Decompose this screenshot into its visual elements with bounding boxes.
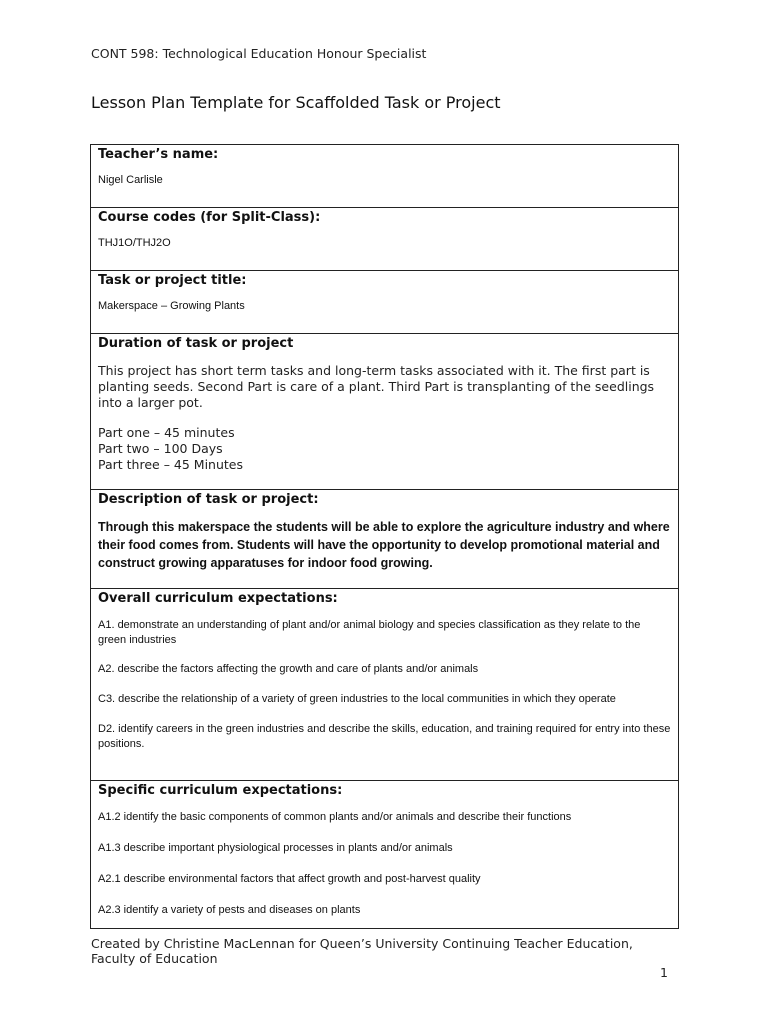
overall-expectations-label: Overall curriculum expectations:	[98, 591, 338, 606]
lesson-plan-table	[90, 144, 679, 929]
teacher-cell	[91, 145, 679, 208]
overall-expectation-item: D2. identify careers in the green industries and describe the skills, education, and training required for entry into these positions.	[98, 723, 671, 750]
footer-credit: Created by Christine MacLennan for Queen’s University Continuing Teacher Education, Faculty of Education	[91, 936, 633, 966]
specific-expectation-item: A2.3 identify a variety of pests and diseases on plants	[98, 904, 361, 916]
overall-expectations-cell	[91, 589, 679, 781]
description-cell	[91, 490, 679, 589]
description-text: Through this makerspace the students will be able to explore the agriculture industry and where their food comes from. Students will have the opportunity to develop promotional material and construct growing apparatuses for indoor food growing.	[98, 520, 670, 570]
specific-expectations-row	[91, 781, 679, 929]
course-header: CONT 598: Technological Education Honour Specialist	[91, 46, 427, 61]
course-codes-cell	[91, 208, 679, 271]
specific-expectation-item: A1.3 describe important physiological processes in plants and/or animals	[98, 842, 453, 854]
specific-expectation-item: A2.1 describe environmental factors that affect growth and post-harvest quality	[98, 873, 481, 885]
duration-part: Part two – 100 Days	[98, 441, 223, 456]
overall-expectation-item: C3. describe the relationship of a variety of green industries to the local communities in which they operate	[98, 693, 616, 705]
course-codes-label: Course codes (for Split-Class):	[98, 210, 321, 225]
duration-part: Part three – 45 Minutes	[98, 457, 244, 472]
task-title-row	[91, 271, 679, 334]
teacher-value: Nigel Carlisle	[98, 174, 163, 186]
description-row	[91, 490, 679, 589]
overall-expectation-item: A1. demonstrate an understanding of plant and/or animal biology and species classification as they relate to the green industries	[98, 619, 641, 646]
document-title: Lesson Plan Template for Scaffolded Task or Project	[91, 93, 501, 112]
specific-expectation-item: A1.2 identify the basic components of common plants and/or animals and describe their functions	[98, 811, 572, 823]
description-label: Description of task or project:	[98, 492, 319, 507]
duration-label: Duration of task or project	[98, 336, 294, 351]
overall-expectations-row	[91, 589, 679, 781]
duration-part: Part one – 45 minutes	[98, 425, 235, 440]
teacher-row	[91, 145, 679, 208]
specific-expectations-label: Specific curriculum expectations:	[98, 783, 343, 798]
task-title-label: Task or project title:	[98, 273, 247, 288]
overall-expectation-item: A2. describe the factors affecting the growth and care of plants and/or animals	[98, 663, 479, 675]
specific-expectations-cell	[91, 781, 679, 929]
course-codes-value: THJ1O/THJ2O	[98, 237, 171, 249]
task-title-value: Makerspace – Growing Plants	[98, 300, 245, 312]
page-number: 1	[660, 965, 668, 980]
duration-text: This project has short term tasks and long-term tasks associated with it. The first part is planting seeds. Second Part is care of a plant. Third Part is transplanting of the seedlings into a larger pot.	[98, 363, 655, 410]
task-title-cell	[91, 271, 679, 334]
teacher-label: Teacher’s name:	[98, 147, 219, 162]
duration-row	[91, 334, 679, 490]
duration-cell	[91, 334, 679, 490]
course-codes-row	[91, 208, 679, 271]
